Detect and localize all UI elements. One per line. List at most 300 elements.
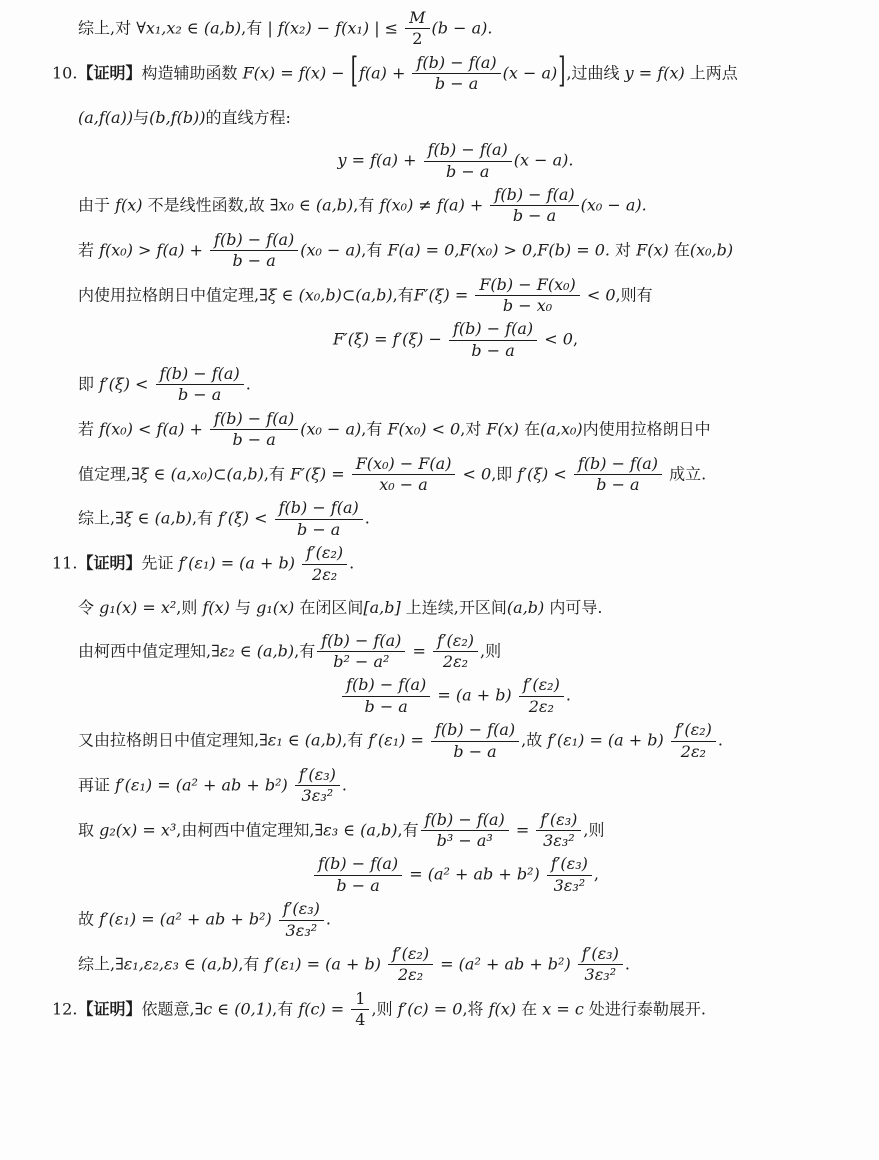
proof-11-eq-1	[52, 676, 859, 716]
text-run: 成立.	[664, 464, 707, 484]
fraction-numerator	[279, 900, 324, 920]
fraction-numerator	[388, 945, 433, 965]
text-run: .	[245, 374, 251, 394]
math-run: f′(ε₃)	[282, 899, 320, 919]
text-run: 由于	[78, 195, 116, 215]
big-bracket: ]	[558, 51, 566, 92]
math-run: b − a	[434, 74, 479, 94]
math-run: ∃ε₂ ∈ (a,b)	[211, 640, 295, 660]
math-run: (b,f(b))	[149, 107, 206, 127]
proof-11-conclusion	[78, 945, 859, 985]
math-run: g₁(x)	[256, 597, 295, 617]
fraction-numerator	[314, 855, 402, 875]
math-run: < 0	[539, 329, 573, 349]
math-run: ∃ξ ∈ (a,b)	[115, 508, 192, 528]
math-run: b − x₀	[502, 295, 553, 315]
proof-lines-container	[52, 9, 859, 1030]
text-run: .	[349, 553, 355, 573]
text-run: 在	[516, 999, 543, 1019]
fraction-denominator	[405, 29, 429, 48]
math-run: 3ε₃²	[543, 831, 575, 851]
text-run: 上两点	[684, 63, 738, 83]
text-run: ,	[593, 864, 599, 884]
text-run: 依题意,	[141, 999, 195, 1019]
text-run: ,有	[342, 730, 369, 750]
math-run: f(b) − f(a)	[214, 229, 295, 249]
math-run: ∀x₁,x₂ ∈ (a,b)	[136, 18, 242, 38]
big-bracket: [	[350, 51, 358, 92]
fraction-denominator	[302, 565, 347, 584]
fraction-numerator	[475, 276, 579, 296]
proof-11-line-1	[52, 544, 859, 584]
math-run: ∃ε₃ ∈ (a,b)	[314, 820, 398, 840]
fraction-denominator	[295, 786, 340, 805]
fraction-numerator	[412, 54, 500, 74]
math-run: (x₀,b)	[689, 240, 734, 260]
text-run: 若	[78, 240, 100, 260]
math-run: 2ε₂	[680, 741, 706, 761]
fraction-denominator	[314, 876, 402, 895]
math-run: b − a	[446, 161, 490, 181]
math-run: f(b) − f(a)	[346, 675, 427, 695]
fraction-denominator	[578, 965, 623, 984]
math-run: F′(ξ) = f′(ξ) −	[332, 329, 447, 349]
proof-10-line-2	[78, 107, 859, 129]
math-run: f′(ε₃)	[550, 854, 588, 874]
text-run: 故	[78, 909, 100, 929]
fraction	[315, 632, 407, 672]
math-run: f(x)	[488, 999, 517, 1019]
fraction	[473, 276, 581, 316]
fraction-denominator	[351, 1010, 369, 1029]
math-run: f′(ε₂)	[306, 543, 344, 563]
math-run: ∃ξ ∈ (x₀,b)⊂(a,b)	[259, 284, 393, 304]
fraction	[431, 632, 480, 672]
fraction-numerator	[210, 231, 298, 251]
fraction-denominator	[424, 162, 512, 181]
fraction-denominator	[671, 742, 716, 761]
math-run: =	[510, 820, 535, 840]
proof-10-line-1	[52, 51, 859, 94]
fraction-numerator	[490, 186, 578, 206]
fraction-denominator	[388, 965, 433, 984]
fraction	[669, 721, 718, 761]
fraction-numerator	[574, 455, 662, 475]
fraction-denominator	[519, 697, 564, 716]
math-run: f(b) − f(a)	[427, 140, 508, 160]
text-run: ,	[572, 329, 579, 349]
fraction-numerator	[351, 990, 369, 1010]
math-run: 2ε₂	[312, 564, 338, 584]
fraction	[517, 676, 566, 716]
text-run: 的直线方程:	[205, 107, 291, 127]
text-run: 与	[229, 597, 257, 617]
text-run: 上连续,开区间	[400, 597, 507, 617]
math-run: b − a	[512, 206, 557, 226]
math-run: f(b) − f(a)	[424, 809, 505, 829]
math-run: b − a	[596, 475, 640, 495]
math-run: F(x)	[636, 240, 669, 260]
text-run: 由柯西中值定理知,	[78, 640, 212, 660]
math-run: f′(ε₃)	[581, 944, 619, 964]
math-run: f′(ξ) <	[99, 374, 154, 394]
text-run: .	[717, 730, 723, 750]
proof-10-line-8	[78, 455, 859, 495]
math-run: f′(ε₁) =	[368, 730, 429, 750]
fraction-denominator	[574, 475, 662, 494]
math-run: 3ε₃²	[301, 786, 334, 806]
math-run: f(b) − f(a)	[278, 498, 359, 518]
math-run: 2ε₂	[397, 965, 424, 985]
fraction-denominator	[475, 296, 579, 315]
fraction-denominator	[210, 430, 298, 449]
fraction	[534, 811, 583, 851]
math-run: 3ε₃²	[584, 965, 617, 985]
math-run: f′(ε₃)	[540, 809, 578, 829]
math-run: F(x₀) < 0	[387, 419, 461, 439]
math-run: 3ε₃²	[553, 875, 586, 895]
math-run: ∃ξ ∈ (a,x₀)⊂(a,b)	[131, 464, 264, 484]
proof-label: 【证明】	[77, 999, 142, 1019]
fraction-denominator	[352, 475, 456, 494]
math-run: = (a² + ab + b²)	[435, 954, 576, 974]
text-run: ,由柯西中值定理知,	[176, 820, 315, 840]
text-run: .	[624, 954, 630, 974]
math-run: | f(x₂) − f(x₁) | ≤	[267, 18, 404, 38]
fraction	[293, 766, 342, 806]
math-run: f(b) − f(a)	[416, 52, 497, 72]
math-run: f′(ε₂)	[522, 675, 560, 695]
text-run: ,有	[241, 18, 268, 38]
text-run: ,有	[263, 464, 291, 484]
text-run: 即	[78, 374, 100, 394]
math-run: (x − a).	[513, 150, 574, 170]
fraction-numerator	[210, 410, 298, 430]
math-run: b³ − a³	[436, 831, 493, 851]
fraction	[273, 499, 365, 539]
proof-11-line-2	[78, 597, 859, 619]
proof-12-line-1	[52, 990, 859, 1030]
proof-11-line-5	[78, 766, 859, 806]
text-run: ,过曲线	[566, 63, 625, 83]
fraction-denominator	[547, 876, 592, 895]
math-run: b − a	[336, 875, 380, 895]
text-run: .	[565, 685, 571, 705]
math-run: f(b) − f(a)	[317, 854, 399, 874]
math-run: f(x₀) ≠ f(a) +	[379, 195, 489, 215]
fraction-denominator	[433, 652, 478, 671]
fraction-denominator	[536, 831, 581, 850]
fraction	[403, 9, 431, 49]
fraction-numerator	[302, 544, 347, 564]
text-run: .	[341, 775, 347, 795]
fraction-numerator	[449, 320, 537, 340]
text-run: ,即	[491, 464, 518, 484]
math-run: (x₀ − a).	[580, 195, 647, 215]
fraction-numerator	[275, 499, 363, 519]
fraction	[576, 945, 625, 985]
fraction	[340, 676, 432, 716]
math-run: F(b) − F(x₀)	[479, 274, 576, 294]
math-run: g₁(x) = x²	[99, 597, 177, 617]
text-run: 在	[668, 240, 690, 260]
fraction-numerator	[671, 721, 716, 741]
text-run: ,有	[294, 640, 316, 660]
math-run: f′(ε₁) = (a + b)	[178, 553, 301, 573]
text-run: 构造辅助函数	[141, 63, 243, 83]
text-run: 内使用拉格朗日中	[582, 419, 711, 439]
math-run: F′(ξ) =	[413, 284, 474, 304]
fraction	[410, 54, 502, 94]
math-run: b² − a²	[333, 651, 390, 671]
text-run: ,则有	[615, 284, 653, 304]
text-run: ,有	[361, 419, 388, 439]
fraction	[154, 365, 246, 405]
math-run: F(x) = f(x) −	[242, 63, 350, 83]
fraction-numerator	[433, 632, 478, 652]
text-run: ,有	[397, 820, 419, 840]
fraction-numerator	[295, 766, 340, 786]
math-run: F′(ξ) =	[290, 464, 350, 484]
text-run: ,有	[353, 195, 380, 215]
math-run: < 0	[457, 464, 492, 484]
math-run: f′(ε₁) = (a + b)	[264, 954, 387, 974]
math-run: =	[407, 640, 431, 660]
proof-10-line-5	[78, 276, 859, 316]
fraction	[350, 455, 458, 495]
math-run: y = f(x)	[624, 63, 685, 83]
math-run: f′(ξ) <	[517, 464, 572, 484]
math-run: f(b) − f(a)	[577, 453, 658, 473]
fraction	[545, 855, 594, 895]
math-run: f′(ε₂)	[392, 944, 430, 964]
math-run: f′(ξ) <	[218, 508, 273, 528]
math-run: b − a	[232, 251, 276, 271]
text-run: 值定理,	[78, 464, 132, 484]
math-run: x₀ − a	[379, 475, 428, 495]
proof-9-conclusion	[78, 9, 859, 49]
math-run: b − a	[364, 696, 408, 716]
math-run: f′(c) = 0	[397, 999, 463, 1019]
text-run: 先证	[141, 553, 179, 573]
math-run: F(x)	[486, 419, 520, 439]
fraction-numerator	[405, 9, 429, 29]
text-run: 综上,对	[78, 18, 137, 38]
text-run: 内使用拉格朗日中值定理,	[78, 284, 260, 304]
text-run: 又由拉格朗日中值定理知,	[78, 730, 260, 750]
proof-11-line-3	[78, 632, 859, 672]
fraction	[429, 721, 521, 761]
text-run: ,有	[361, 240, 388, 260]
text-run: 内可导.	[544, 597, 603, 617]
math-run: b − a	[232, 430, 276, 450]
math-run: x = c	[542, 999, 584, 1019]
fraction-denominator	[275, 520, 363, 539]
math-run: (a,x₀)	[540, 419, 583, 439]
math-run: ∃x₀ ∈ (a,b)	[269, 195, 354, 215]
math-run: f(x₀) > f(a) +	[99, 240, 209, 260]
fraction-numerator	[421, 811, 509, 831]
proof-10-line-3	[78, 186, 859, 226]
math-run: b − a	[296, 519, 341, 539]
fraction-denominator	[449, 341, 537, 360]
math-run: f(b) − f(a)	[214, 408, 295, 428]
fraction-numerator	[352, 455, 456, 475]
fraction-denominator	[317, 652, 405, 671]
math-run: (x − a)	[502, 63, 558, 83]
fraction	[447, 320, 539, 360]
text-run: .	[364, 508, 370, 528]
proof-11-eq-2	[52, 855, 859, 895]
fraction	[208, 231, 300, 271]
text-run: 处进行泰勒展开.	[583, 999, 706, 1019]
fraction	[208, 410, 300, 450]
text-run: 2	[412, 29, 423, 49]
fraction-denominator	[279, 921, 324, 940]
text-run: .	[325, 909, 331, 929]
math-run: F(x₀) − F(a)	[355, 453, 452, 473]
math-run: f′(ε₃)	[298, 764, 336, 784]
fraction	[349, 990, 371, 1030]
proof-label: 【证明】	[77, 63, 142, 83]
math-run: f′(ε₂)	[674, 720, 712, 740]
math-run: ∃ε₁ ∈ (a,b)	[259, 730, 343, 750]
math-run: (a,f(a))	[78, 107, 134, 127]
math-run: b − a	[453, 741, 497, 761]
text-run: 令	[78, 597, 100, 617]
math-run: [a,b]	[363, 597, 401, 617]
proof-label: 【证明】	[77, 553, 142, 573]
math-run: b − a	[177, 385, 222, 405]
text-run: 取	[78, 820, 100, 840]
proof-10-conclusion	[78, 499, 859, 539]
proof-11-line-6	[78, 811, 859, 851]
math-run: ∃ε₁,ε₂,ε₃ ∈ (a,b)	[115, 954, 239, 974]
text-run: ,对	[460, 419, 487, 439]
fraction	[300, 544, 349, 584]
math-run: f(x)	[115, 195, 143, 215]
fraction	[312, 855, 404, 895]
math-run: 2ε₂	[442, 651, 469, 671]
text-run: ,则	[176, 597, 203, 617]
math-run: (x₀ − a)	[300, 240, 362, 260]
proof-11-line-7	[78, 900, 859, 940]
text-run: 再证	[78, 775, 116, 795]
math-run: f(x)	[202, 597, 230, 617]
fraction	[488, 186, 580, 226]
text-run: ,有	[191, 508, 219, 528]
fraction-denominator	[421, 831, 509, 850]
fraction	[419, 811, 511, 851]
math-run: = (a² + ab + b²)	[404, 864, 545, 884]
fraction-numerator	[424, 141, 512, 161]
math-run: 3ε₃²	[285, 920, 318, 940]
text-run: ,则	[583, 820, 605, 840]
text-run: ,则	[371, 999, 398, 1019]
fraction-denominator	[412, 74, 500, 93]
proof-11-line-4	[78, 721, 859, 761]
proof-10-line-4	[78, 231, 859, 271]
text-run: 在	[519, 419, 541, 439]
math-run: f(b) − f(a)	[494, 184, 575, 204]
math-run: (x₀ − a)	[300, 419, 362, 439]
text-run: 在闭区间	[294, 597, 364, 617]
fraction-numerator	[578, 945, 623, 965]
fraction-numerator	[317, 632, 405, 652]
math-run: f(a) +	[358, 63, 411, 83]
fraction	[386, 945, 435, 985]
text-run: 1	[355, 988, 366, 1008]
text-run: 10.	[52, 63, 78, 83]
text-run: ,则	[480, 640, 502, 660]
fraction-denominator	[490, 206, 578, 225]
math-run: f(c) =	[298, 999, 350, 1019]
text-run: 综上,	[78, 508, 116, 528]
proof-10-eq-1	[52, 141, 859, 181]
text-run: ,有	[272, 999, 299, 1019]
math-run: y = f(a) +	[337, 150, 422, 170]
math-run: g₂(x) = x³	[99, 820, 177, 840]
math-run: f(b) − f(a)	[453, 319, 534, 339]
text-run: 综上,	[78, 954, 116, 974]
math-run: f′(ε₁) = (a + b)	[547, 730, 669, 750]
text-run: ,将	[462, 999, 489, 1019]
math-run: f(x₀) < f(a) +	[99, 419, 209, 439]
math-run: f′(ε₁) = (a² + ab + b²)	[99, 909, 277, 929]
math-run: f(b) − f(a)	[321, 630, 402, 650]
text-run: ,有	[392, 284, 414, 304]
math-run: f(b) − f(a)	[159, 364, 240, 384]
fraction-numerator	[547, 855, 592, 875]
math-run: f′(ε₂)	[436, 630, 475, 650]
math-run: f′(ε₁) = (a² + ab + b²)	[115, 775, 293, 795]
text-run: 与	[133, 107, 150, 127]
fraction-numerator	[342, 676, 430, 696]
math-run: f(b) − f(a)	[434, 720, 516, 740]
fraction-numerator	[431, 721, 519, 741]
text-run: ,故	[521, 730, 548, 750]
text-run: 11.	[52, 553, 78, 573]
math-run: (b − a).	[431, 18, 493, 38]
text-run: 若	[78, 419, 100, 439]
text-run: 12.	[52, 999, 78, 1019]
fraction-denominator	[431, 742, 519, 761]
math-run: ∃c ∈ (0,1)	[194, 999, 273, 1019]
fraction	[277, 900, 326, 940]
fraction	[422, 141, 514, 181]
fraction-denominator	[210, 251, 298, 270]
math-run: = (a + b)	[432, 685, 517, 705]
fraction-numerator	[536, 811, 581, 831]
text-run: 不是线性函数,故	[142, 195, 270, 215]
text-run: ,有	[238, 954, 265, 974]
math-run: < 0	[581, 284, 616, 304]
math-run: F(a) = 0,F(x₀) > 0,F(b) = 0.	[387, 240, 610, 260]
fraction-numerator	[519, 676, 564, 696]
math-run: 2ε₂	[528, 696, 554, 716]
proof-10-eq-2	[52, 320, 859, 360]
fraction	[572, 455, 664, 495]
math-run: M	[409, 8, 426, 27]
proof-10-line-6	[78, 365, 859, 405]
fraction-numerator	[156, 365, 244, 385]
math-run: b − a	[471, 340, 515, 360]
text-run: 对	[609, 240, 637, 260]
text-run: 4	[355, 1010, 366, 1030]
proof-10-line-7	[78, 410, 859, 450]
fraction-denominator	[342, 697, 430, 716]
fraction-denominator	[156, 385, 244, 404]
